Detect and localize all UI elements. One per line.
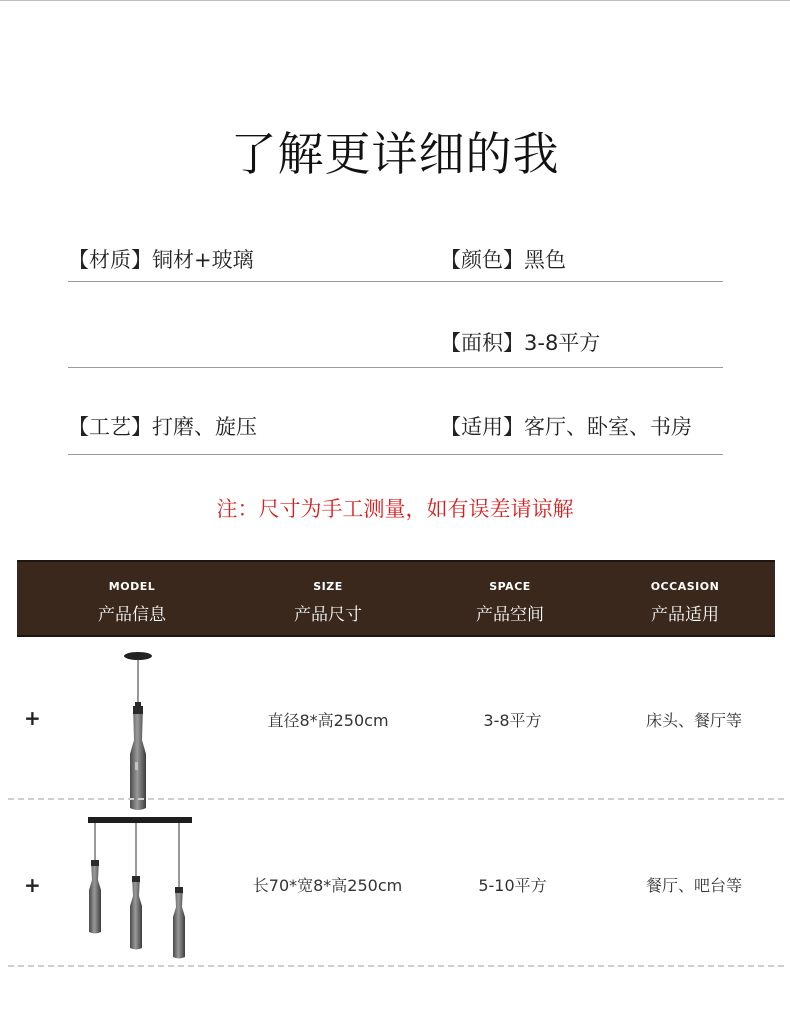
header-occasion — [610, 562, 760, 635]
spec-divider — [68, 281, 723, 282]
spec-color — [440, 244, 566, 274]
spec-usage — [440, 411, 692, 441]
spec-material — [68, 244, 254, 274]
spec-key: 【面积】 — [440, 331, 524, 355]
header-size — [253, 562, 403, 635]
header-model — [57, 562, 207, 635]
header-cn: 产品适用 — [651, 605, 719, 625]
table-header — [17, 560, 775, 637]
spec-area — [440, 327, 600, 357]
space-cell: 3-8平方 — [483, 711, 542, 730]
header-space — [435, 562, 585, 635]
measurement-note: 注：尺寸为手工测量，如有误差请谅解 — [216, 497, 574, 521]
occasion-cell: 床头、餐厅等 — [645, 711, 742, 730]
spec-key: 【工艺】 — [68, 415, 152, 439]
header-cn: 产品空间 — [476, 605, 544, 625]
header-en: MODEL — [108, 580, 156, 593]
spec-value: 3-8平方 — [524, 331, 601, 355]
spec-value: 打磨、旋压 — [152, 415, 257, 439]
spec-divider — [68, 367, 723, 368]
header-en: SIZE — [313, 580, 343, 593]
spec-key: 【材质】 — [68, 248, 152, 272]
header-cn: 产品信息 — [98, 605, 166, 625]
occasion-cell: 餐厅、吧台等 — [645, 876, 742, 895]
spec-key: 【颜色】 — [440, 248, 524, 272]
triple-pendant-lamp-image — [80, 812, 200, 962]
row-expand-icon[interactable]: + — [24, 873, 41, 897]
header-en: OCCASION — [650, 580, 720, 593]
single-pendant-lamp-image — [100, 650, 180, 815]
header-cn: 产品尺寸 — [294, 605, 362, 625]
page-title: 了解更详细的我 — [230, 127, 560, 181]
row-divider — [8, 798, 784, 800]
spec-value: 黑色 — [524, 248, 566, 272]
size-cell: 长70*宽8*高250cm — [252, 876, 403, 895]
spec-value: 铜材+玻璃 — [152, 248, 254, 272]
spec-divider — [68, 454, 723, 455]
row-divider — [8, 965, 784, 967]
row-expand-icon[interactable]: + — [24, 706, 41, 730]
header-en: SPACE — [489, 580, 531, 593]
size-cell: 直径8*高250cm — [267, 711, 389, 730]
spec-value: 客厅、卧室、书房 — [524, 415, 692, 439]
spec-key: 【适用】 — [440, 415, 524, 439]
spec-craft — [68, 411, 257, 441]
space-cell: 5-10平方 — [478, 876, 547, 895]
top-divider — [0, 0, 790, 1]
